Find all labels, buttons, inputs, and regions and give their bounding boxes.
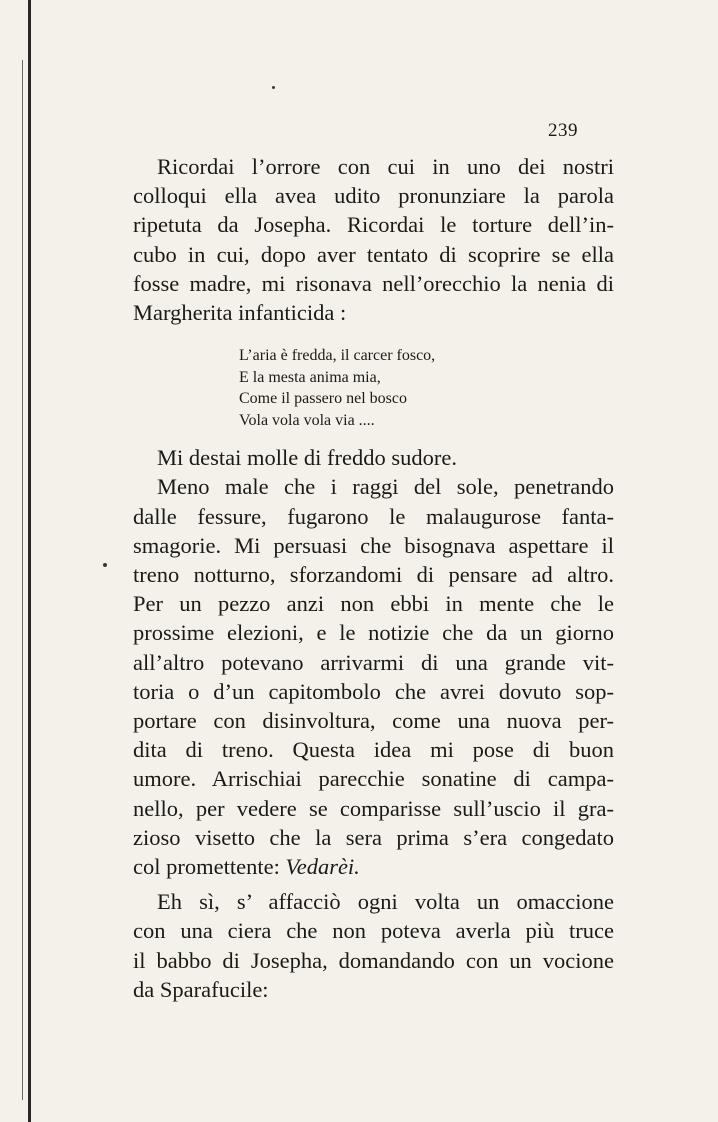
text-line: Mi destai molle di freddo sudore. — [157, 445, 457, 471]
ink-speck — [103, 563, 107, 567]
text-line: Meno male che i raggi del sole, penetrando — [157, 474, 614, 500]
italic-word: Vedarèi. — [285, 854, 360, 880]
text-line: Per un pezzo anzi non ebbi in mente che le — [133, 591, 614, 617]
text-line: Ricordai l’orrore con cui in uno dei nostri — [157, 154, 614, 179]
text-line: treno notturno, sforzandomi di pensare ad altro. — [133, 562, 614, 588]
text-line: toria o d’un capitombolo che avrei dovuto sop- — [133, 678, 614, 704]
verse-quote — [239, 345, 614, 431]
text-line: portare con disinvoltura, come una nuova per- — [133, 708, 614, 734]
text-line: umore. Arrischiai parecchie sonatine di campa- — [133, 766, 614, 792]
text-line: Eh sì, s’ affacciò ogni volta un omaccione — [157, 889, 614, 915]
verse-line: Come il passero nel bosco — [239, 390, 407, 408]
text-line: il babbo di Josepha, domandando con un vocione — [133, 947, 614, 973]
text-line: smagorie. Mi persuasi che bisognava aspettare il — [133, 532, 614, 558]
text-line: colloqui ella avea udito pronunziare la parola — [133, 183, 614, 209]
page-number: 239 — [548, 120, 578, 141]
text-line: prossime elezioni, e le notizie che da un giorno — [133, 620, 614, 646]
text-line: Margherita infanticida : — [133, 300, 347, 326]
text-line: all’altro potevano arrivarmi di una grande vit- — [133, 649, 614, 675]
verse-line: L’aria è fredda, il carcer fosco, — [239, 347, 436, 365]
paragraph-2 — [133, 443, 614, 472]
paragraph-4 — [133, 887, 614, 1004]
text-line: da Sparafucile: — [133, 976, 269, 1002]
text-line: nello, per vedere se comparisse sull’uscio il gra- — [133, 795, 614, 821]
text-fragment: col promettente: — [133, 854, 286, 880]
text-line: fosse madre, mi risonava nell’orecchio la nenia di — [133, 270, 614, 296]
body-text — [133, 152, 614, 1004]
text-line — [133, 852, 614, 881]
text-line: dalle fessure, fugarono le malaugurose fanta- — [133, 503, 614, 529]
text-line: ripetuta da Josepha. Ricordai le torture dell’in- — [133, 212, 614, 238]
page-edge-shadow — [22, 60, 23, 1100]
paragraph-1 — [133, 152, 614, 327]
text-line: con una ciera che non poteva averla più truce — [133, 918, 614, 944]
verse-line: Vola vola vola via .... — [239, 411, 375, 429]
text-line: cubo in cui, dopo aver tentato di scoprire se ella — [133, 241, 614, 267]
text-line: zioso visetto che la sera prima s’era congedato — [133, 824, 614, 850]
verse-line: E la mesta anima mia, — [239, 368, 381, 386]
paragraph-3 — [133, 472, 614, 881]
ink-speck — [272, 86, 275, 89]
text-line: dita di treno. Questa idea mi pose di buon — [133, 737, 614, 763]
page-binding-edge — [28, 0, 31, 1122]
